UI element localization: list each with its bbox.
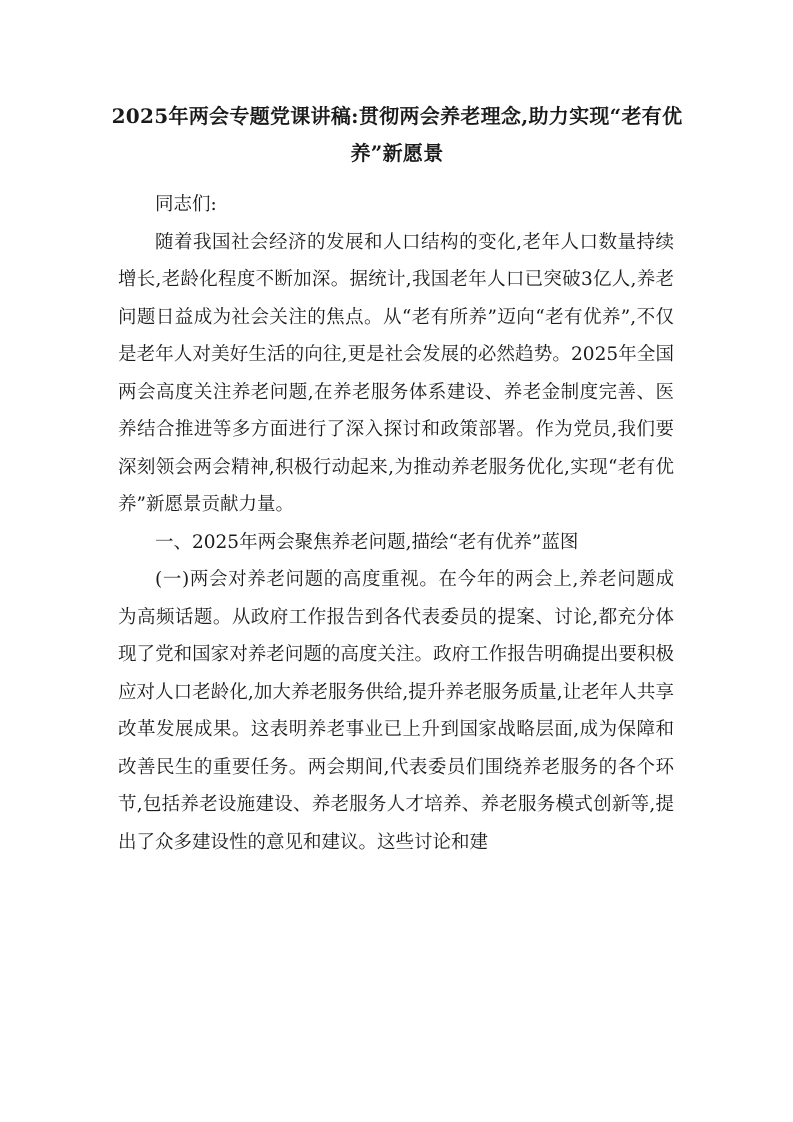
section-heading-1: 一、2025年两会聚焦养老问题,描绘“老有优养”蓝图 bbox=[155, 531, 579, 553]
document-title: 2025年两会专题党课讲稿:贯彻两会养老理念,助力实现“老有优养”新愿景 bbox=[111, 104, 683, 165]
paragraph-intro: 随着我国社会经济的发展和人口结构的变化,老年人口数量持续增长,老龄化程度不断加深。据统计,我国老年人口已突破3亿人,养老问题日益成为社会关注的焦点。从“老有所养”迈向“老有优养”,不仅是老年人对美好生活的向往,更是社会发展的必然趋势。2025年全国两会高度关注养老问题,在养老服务体系建设、养老金制度完善、医养结合推进等多方面进行了深入探讨和政策部署。作为党员,我们要深刻领会两会精神,积极行动起来,为推动养老服务优化,实现“老有优养”新愿景贡献力量。 bbox=[118, 231, 674, 515]
document-body bbox=[118, 186, 674, 861]
salutation: 同志们: bbox=[155, 194, 217, 215]
paragraph-section-1-1: (一)两会对养老问题的高度重视。在今年的两会上,养老问题成为高频话题。从政府工作报告到各代表委员的提案、讨论,都充分体现了党和国家对养老问题的高度关注。政府工作报告明确提出要积极应对人口老龄化,加大养老服务供给,提升养老服务质量,让老年人共享改革发展成果。这表明养老事业已上升到国家战略层面,成为保障和改善民生的重要任务。两会期间,代表委员们围绕养老服务的各个环节,包括养老设施建设、养老服务人才培养、养老服务模式创新等,提出了众多建设性的意见和建议。这些讨论和建 bbox=[118, 569, 674, 853]
